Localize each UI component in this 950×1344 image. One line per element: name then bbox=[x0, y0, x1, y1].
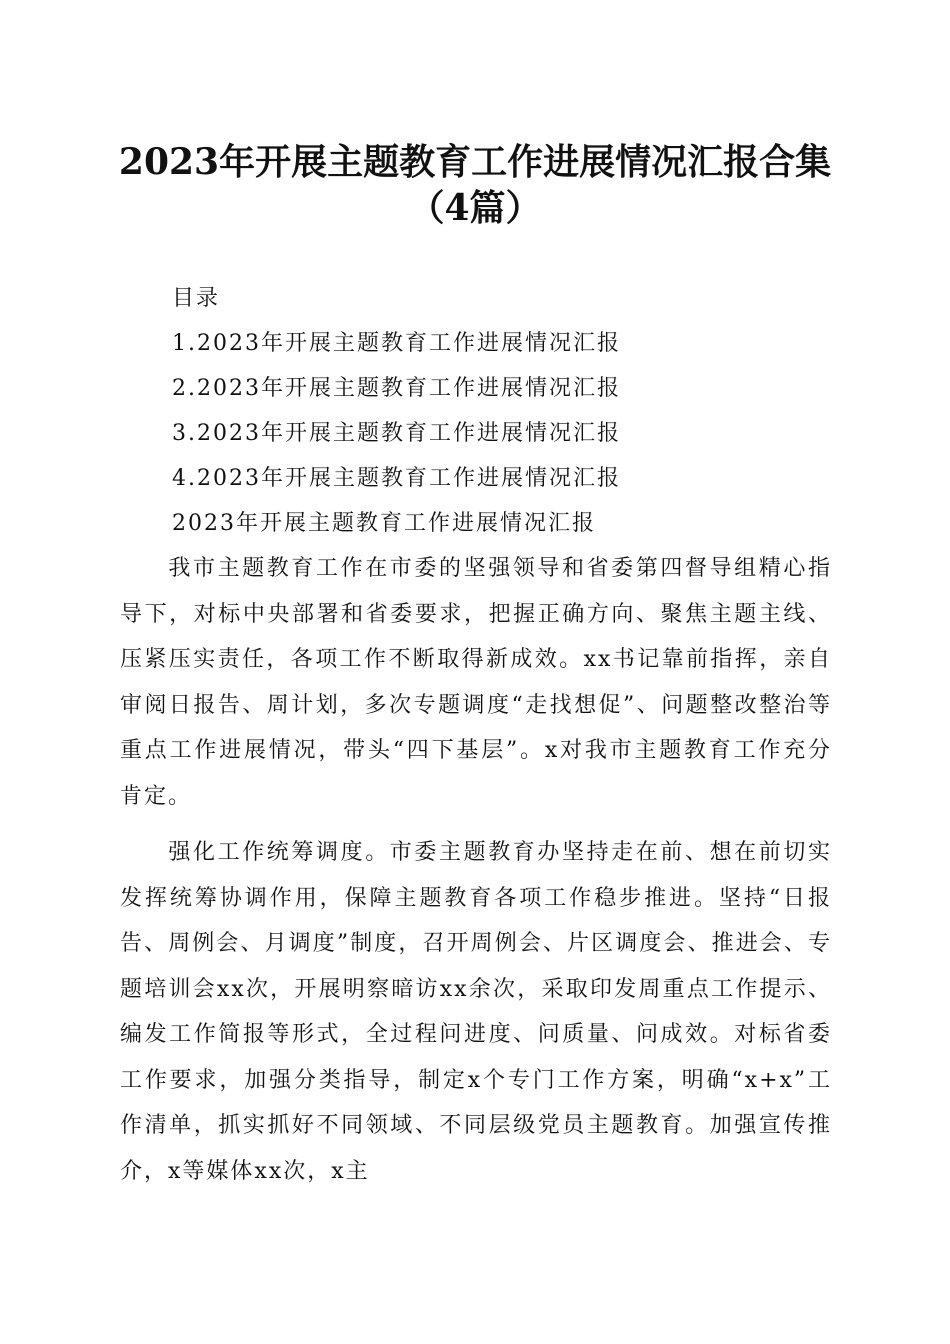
document-title: 2023年开展主题教育工作进展情况汇报合集 bbox=[118, 141, 832, 183]
paragraph: 强化工作统筹调度。市委主题教育办坚持走在前、想在前切实发挥统筹协调作用，保障主题教育各项工作稳步推进。坚持“日报告、周例会、月调度”制度，召开周例会、片区调度会、推进会、专题培训会xx次，开展明察暗访xx余次，采取印发周重点工作提示、编发工作简报等形式，全过程问进度、问质量、问成效。对标省委工作要求，加强分类指导，制定x个专门工作方案，明确“x+x”工作清单，抓实抓好不同领域、不同层级党员主题教育。加强宣传推介，x等媒体xx次，x主 bbox=[120, 840, 832, 1184]
body-text bbox=[120, 546, 832, 1194]
table-of-contents bbox=[172, 276, 621, 546]
toc-heading: 目录 bbox=[172, 286, 221, 311]
toc-item: 4.2023年开展主题教育工作进展情况汇报 bbox=[172, 466, 621, 491]
toc-item: 1.2023年开展主题教育工作进展情况汇报 bbox=[172, 331, 621, 356]
paragraph: 我市主题教育工作在市委的坚强领导和省委第四督导组精心指导下，对标中央部署和省委要求，把握正确方向、聚焦主题主线、压紧压实责任，各项工作不断取得新成效。xx书记靠前指挥，亲自审阅日报告、周计划，多次专题调度“走找想促”、问题整改整治等重点工作进展情况，带头“四下基层”。x对我市主题教育工作充分肯定。 bbox=[120, 556, 832, 809]
toc-item: 2.2023年开展主题教育工作进展情况汇报 bbox=[172, 376, 621, 401]
document-subtitle: （4篇） bbox=[408, 187, 542, 229]
toc-item: 3.2023年开展主题教育工作进展情况汇报 bbox=[172, 421, 621, 446]
section-title: 2023年开展主题教育工作进展情况汇报 bbox=[172, 511, 596, 536]
